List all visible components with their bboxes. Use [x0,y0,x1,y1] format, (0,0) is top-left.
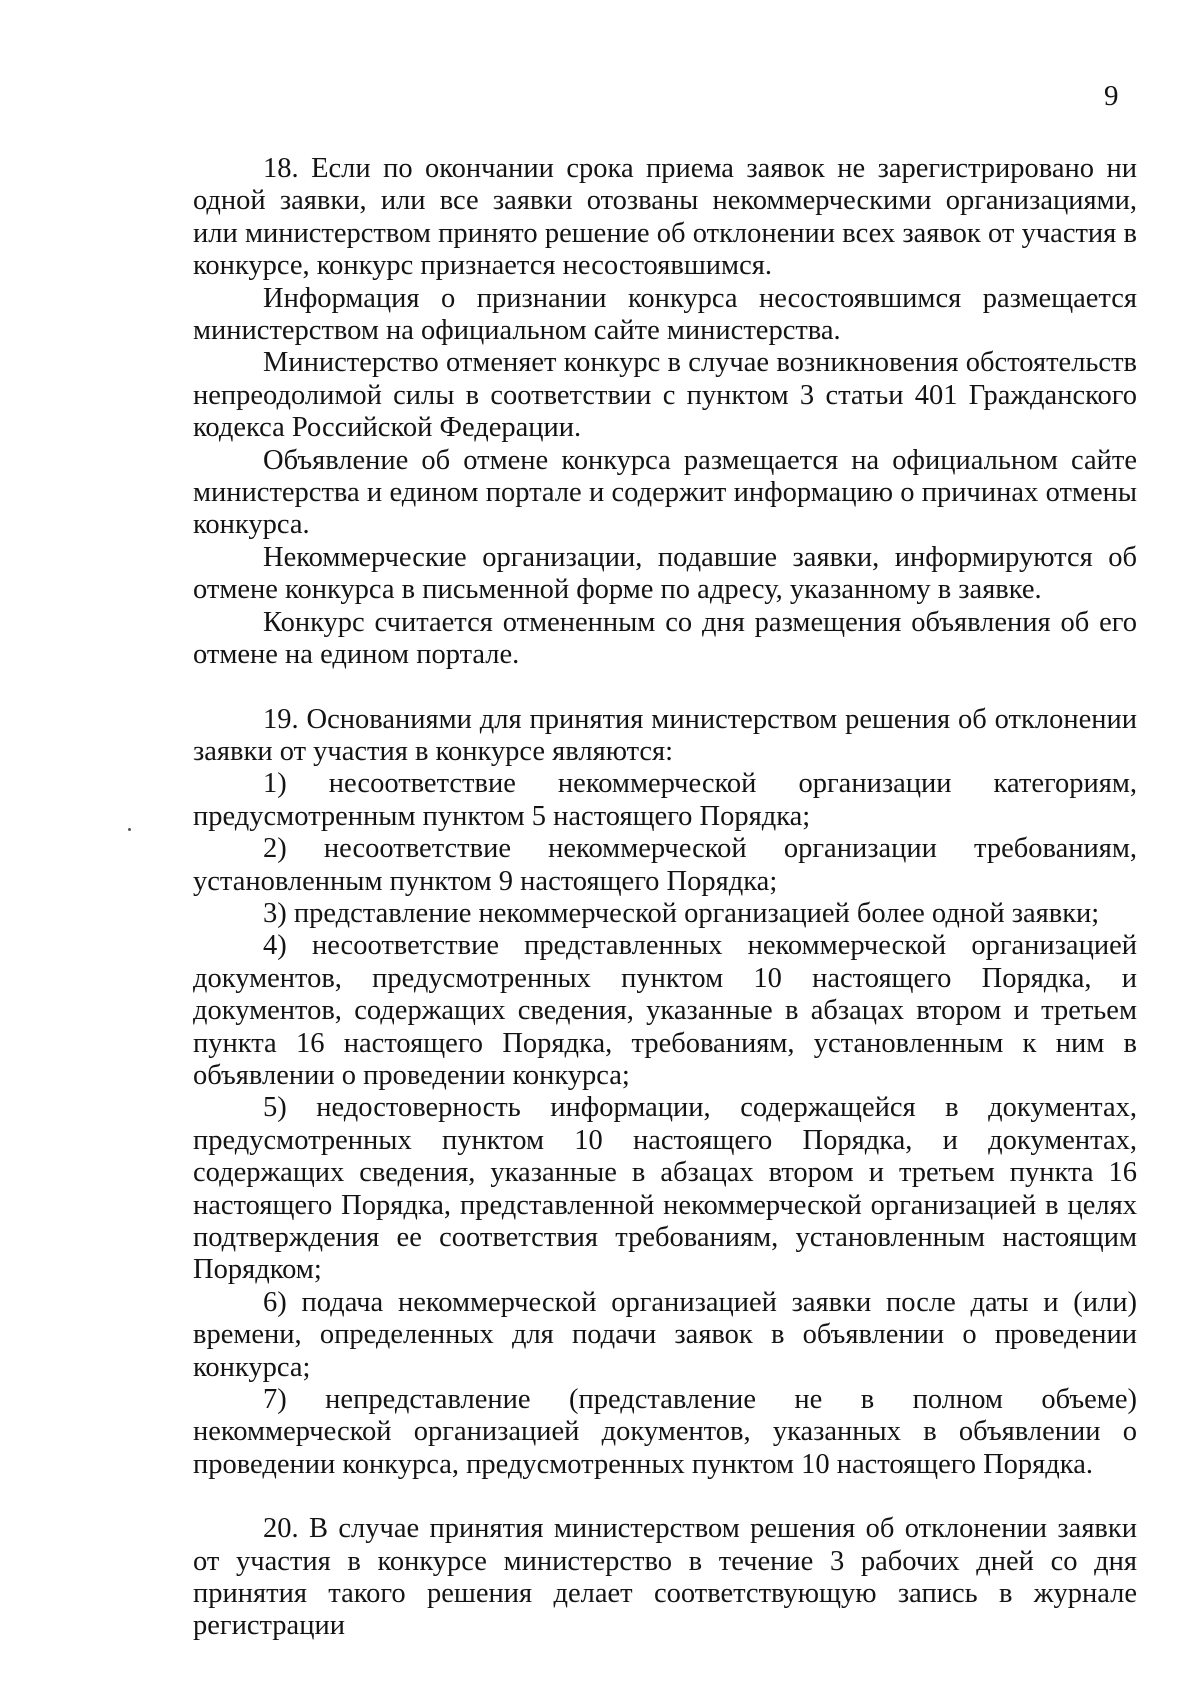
paragraph-18-info: Информация о признании конкурса несостоявшимся размещается министерством на официальном сайте министерства. [193,282,1137,347]
paragraph-18-cancelled: Конкурс считается отмененным со дня размещения объявления об его отмене на едином портале. [193,606,1137,671]
paragraph-20: 20. В случае принятия министерством решения об отклонении заявки от участия в конкурсе министерство в течение 3 рабочих дней со дня принятия такого решения делает соответствующую запись в журнале регистрации [193,1513,1137,1642]
paragraph-19-item-4: 4) несоответствие представленных некоммерческой организацией документов, предусмотренных пунктом 10 настоящего Порядка, и документов, содержащих сведения, указанные в абзацах втором и третьем пункта 16 настоящего Порядка, требованиям, установленным к ним в объявлении о проведении конкурса; [193,930,1137,1091]
paragraph-19-item-1: 1) несоответствие некоммерческой организации категориям, предусмотренным пунктом 5 настоящего Порядка; [193,768,1137,832]
paragraph-19-item-5: 5) недостоверность информации, содержащейся в документах, предусмотренных пунктом 10 настоящего Порядка, и документах, содержащих сведения, указанные в абзацах втором и третьем пункта 16 настоящего Порядка, представленной некоммерческой организацией в целях подтверждения ее соответствия требованиям, установленным настоящим Порядком; [193,1092,1137,1286]
paragraph-18-announcement: Объявление об отмене конкурса размещается на официальном сайте министерства и едином портале и содержит информацию о причинах отмены конкурса. [193,444,1137,541]
page-number: 9 [1104,80,1119,112]
paragraph-19-item-2: 2) несоответствие некоммерческой организации требованиям, установленным пунктом 9 настоящего Порядка; [193,833,1137,897]
paragraph-19: 19. Основаниями для принятия министерством решения об отклонении заявки от участия в конкурсе являются: [193,703,1137,767]
paragraph-19-item-7: 7) непредставление (представление не в полном объеме) некоммерческой организацией документов, указанных в объявлении о проведении конкурса, предусмотренных пунктом 10 настоящего Порядка. [193,1384,1137,1480]
paragraph-18-notify: Некоммерческие организации, подавшие заявки, информируются об отмене конкурса в письменной форме по адресу, указанному в заявке. [193,541,1137,606]
paragraph-18-cancel: Министерство отменяет конкурс в случае возникновения обстоятельств непреодолимой силы в соответствии с пунктом 3 статьи 401 Гражданского кодекса Российской Федерации. [193,347,1137,444]
scan-dot [128,828,131,831]
paragraph-18: 18. Если по окончании срока приема заявок не зарегистрировано ни одной заявки, или все заявки отозваны некоммерческими организациями, или министерством принято решение об отклонении всех заявок от участия в конкурсе, конкурс признается несостоявшимся. [193,153,1137,282]
paragraph-19-item-3: 3) представление некоммерческой организацией более одной заявки; [263,897,1100,929]
paragraph-19-item-6: 6) подача некоммерческой организацией заявки после даты и (или) времени, определенных для подачи заявок в объявлении о проведении конкурса; [193,1286,1137,1383]
document-body [193,153,1137,1643]
